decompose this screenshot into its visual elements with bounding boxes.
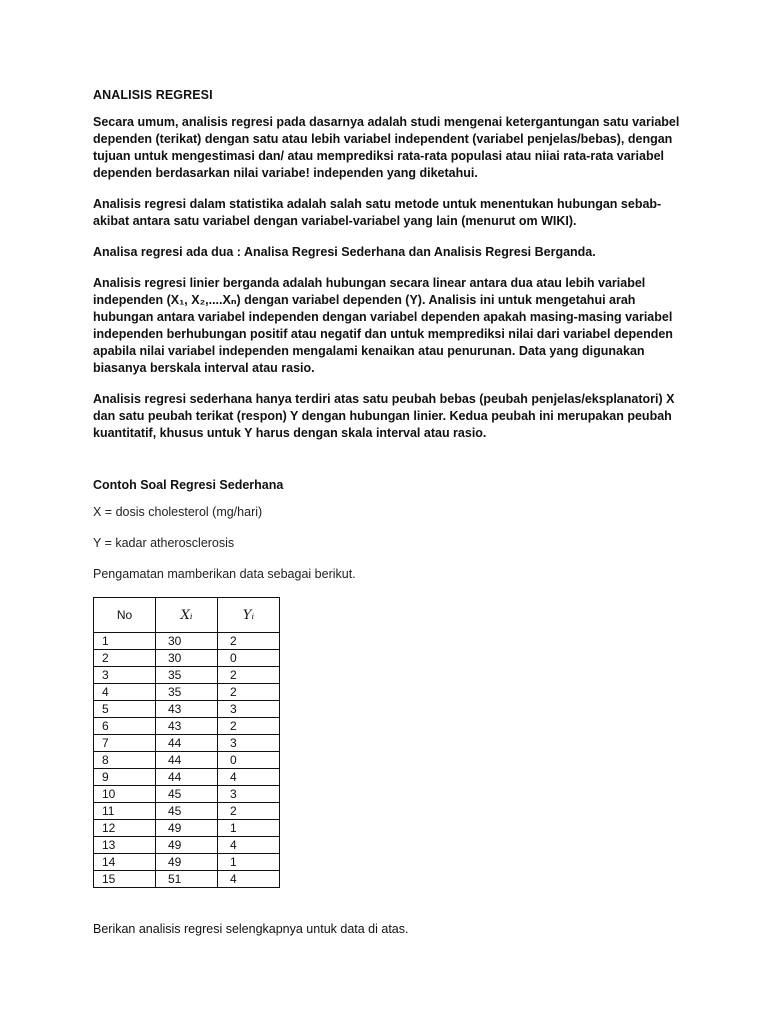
cell-yi: 3	[218, 786, 280, 803]
table-row	[94, 633, 280, 650]
table-row	[94, 820, 280, 837]
table-row	[94, 667, 280, 684]
cell-no: 7	[94, 735, 156, 752]
data-intro: Pengamatan mamberikan data sebagai berikut.	[93, 567, 356, 581]
cell-xi: 44	[156, 735, 218, 752]
paragraph-definition: Secara umum, analisis regresi pada dasarnya adalah studi mengenai ketergantungan satu variabel dependen (terikat) dengan satu atau lebih variabel independent (variabel penjelas/bebas), dengan tujuan untuk mengestimasi dan/ atau memprediksi rata-rata populasi atau niiai rata-rata variabel dependen berdasarkan nilai variabe! independen yang diketahui.	[93, 115, 680, 180]
cell-yi: 2	[218, 803, 280, 820]
cell-yi: 4	[218, 837, 280, 854]
cell-xi: 49	[156, 820, 218, 837]
header-yi: Yᵢ	[218, 598, 280, 633]
cell-yi: 0	[218, 752, 280, 769]
table-row	[94, 769, 280, 786]
cell-xi: 43	[156, 701, 218, 718]
table-row	[94, 803, 280, 820]
cell-xi: 45	[156, 786, 218, 803]
cell-no: 4	[94, 684, 156, 701]
cell-no: 8	[94, 752, 156, 769]
cell-no: 3	[94, 667, 156, 684]
cell-xi: 30	[156, 633, 218, 650]
cell-no: 9	[94, 769, 156, 786]
cell-xi: 49	[156, 837, 218, 854]
document-title: ANALISIS REGRESI	[93, 88, 213, 102]
table-header-row	[94, 598, 280, 633]
table-row	[94, 684, 280, 701]
document-page	[93, 88, 683, 936]
cell-yi: 2	[218, 684, 280, 701]
table-row	[94, 701, 280, 718]
cell-xi: 51	[156, 871, 218, 888]
cell-yi: 2	[218, 718, 280, 735]
data-table	[93, 597, 280, 888]
cell-no: 11	[94, 803, 156, 820]
table-row	[94, 786, 280, 803]
cell-xi: 45	[156, 803, 218, 820]
cell-yi: 4	[218, 871, 280, 888]
cell-xi: 30	[156, 650, 218, 667]
paragraph-multiple-regression: Analisis regresi linier berganda adalah hubungan secara linear antara dua atau lebih variabel independen (X₁, X₂,....Xₙ) dengan variabel dependen (Y). Analisis ini untuk mengetahui arah hubungan antara variabel independen dengan variabel dependen apakah masing-masing variabel independen berhubungan positif atau negatif dan untuk memprediksi nilai dari variabel dependen apabila nilai variabel independen mengalami kenaikan atau penurunan. Data yang digunakan biasanya berskala interval atau rasio.	[93, 276, 673, 375]
example-heading: Contoh Soal Regresi Sederhana	[93, 478, 284, 492]
cell-no: 14	[94, 854, 156, 871]
table-row	[94, 752, 280, 769]
cell-yi: 2	[218, 633, 280, 650]
header-no: No	[94, 598, 156, 633]
table-row	[94, 650, 280, 667]
paragraph-types: Analisa regresi ada dua : Analisa Regresi Sederhana dan Analisis Regresi Berganda.	[93, 245, 596, 259]
cell-yi: 2	[218, 667, 280, 684]
cell-no: 5	[94, 701, 156, 718]
cell-xi: 43	[156, 718, 218, 735]
table-row	[94, 735, 280, 752]
cell-xi: 49	[156, 854, 218, 871]
header-xi: Xᵢ	[156, 598, 218, 633]
cell-xi: 35	[156, 684, 218, 701]
cell-yi: 3	[218, 701, 280, 718]
closing-instruction: Berikan analisis regresi selengkapnya untuk data di atas.	[93, 922, 409, 936]
table-row	[94, 837, 280, 854]
cell-xi: 44	[156, 769, 218, 786]
paragraph-simple-regression: Analisis regresi sederhana hanya terdiri atas satu peubah bebas (peubah penjelas/eksplanatori) X dan satu peubah terikat (respon) Y dengan hubungan linier. Kedua peubah ini merupakan peubah kuantitatif, khusus untuk Y harus dengan skala interval atau rasio.	[93, 392, 675, 440]
cell-yi: 0	[218, 650, 280, 667]
y-definition: Y = kadar atherosclerosis	[93, 536, 235, 550]
cell-xi: 35	[156, 667, 218, 684]
cell-yi: 1	[218, 854, 280, 871]
cell-no: 10	[94, 786, 156, 803]
cell-yi: 3	[218, 735, 280, 752]
cell-no: 12	[94, 820, 156, 837]
cell-no: 2	[94, 650, 156, 667]
x-definition: X = dosis cholesterol (mg/hari)	[93, 505, 263, 519]
cell-yi: 1	[218, 820, 280, 837]
cell-no: 15	[94, 871, 156, 888]
cell-no: 6	[94, 718, 156, 735]
table-row	[94, 854, 280, 871]
table-row	[94, 718, 280, 735]
cell-yi: 4	[218, 769, 280, 786]
paragraph-statistics: Analisis regresi dalam statistika adalah salah satu metode untuk menentukan hubungan sebab-akibat antara satu variabel dengan variabel-variabel yang lain (menurut om WIKI).	[93, 197, 662, 228]
cell-no: 13	[94, 837, 156, 854]
cell-xi: 44	[156, 752, 218, 769]
cell-no: 1	[94, 633, 156, 650]
table-row	[94, 871, 280, 888]
